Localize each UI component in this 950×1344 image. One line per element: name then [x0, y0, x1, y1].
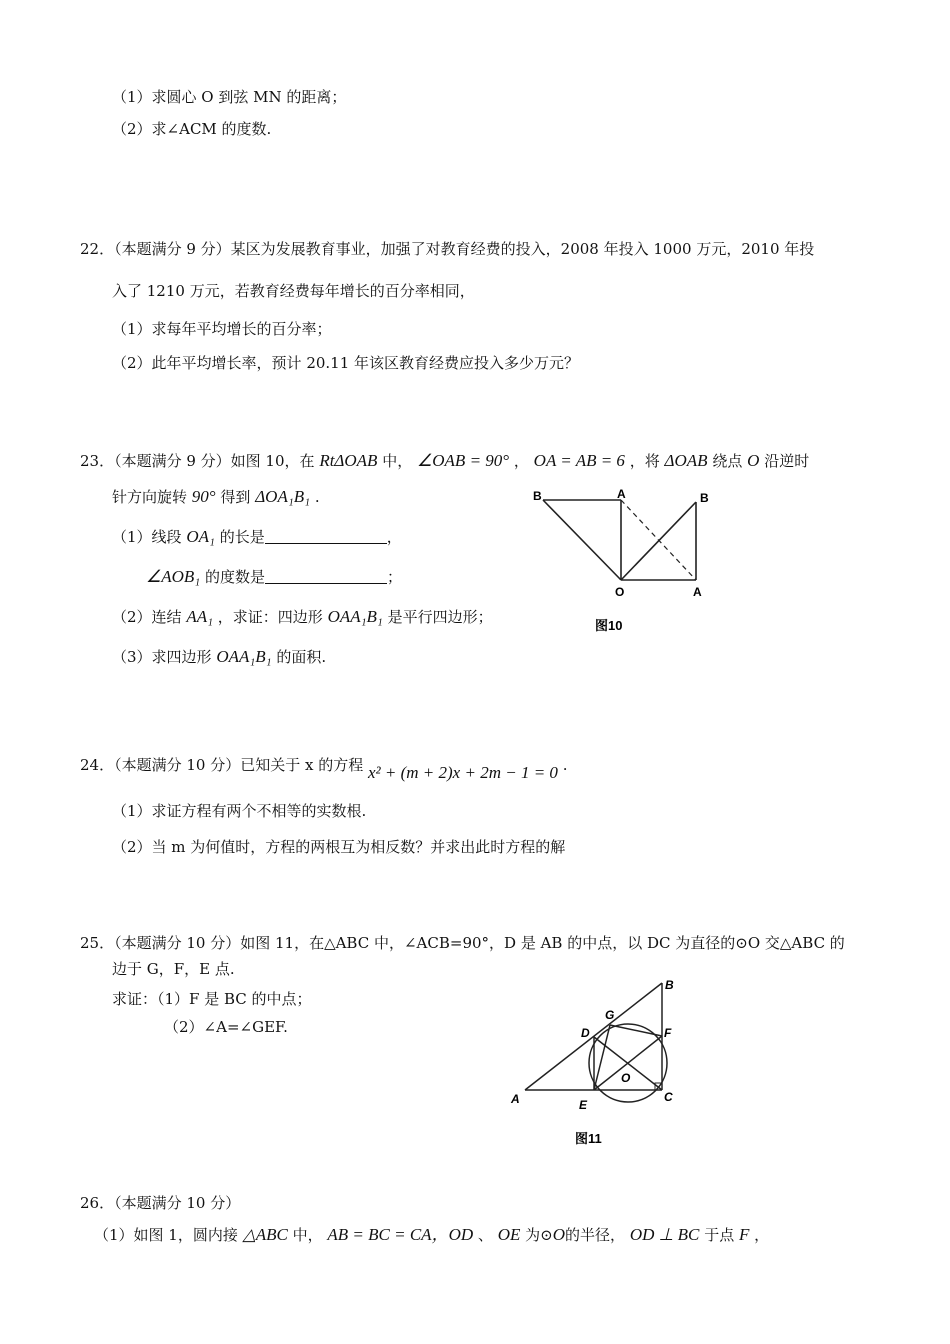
q23-part2: [112, 606, 493, 628]
q23-part1b: [146, 566, 402, 588]
q26-perpendicular: OD ⊥ BC: [629, 1225, 700, 1244]
q24-part2: （2）当 m 为何值时，方程的两根互为相反数？并求出此时方程的解: [112, 838, 566, 856]
q26-triangle: △ABC: [242, 1225, 288, 1244]
q24-equation: x² + (m + 2)x + 2m − 1 = 0: [368, 763, 558, 782]
q26-circle-o: O: [552, 1225, 566, 1244]
q23-rotated-triangle: ΔOA₁B₁: [255, 487, 311, 506]
q23-text: 的度数是: [204, 568, 265, 586]
label-o: O: [615, 585, 625, 599]
label-e: E: [579, 1098, 588, 1112]
label-a: A: [511, 1092, 520, 1106]
q23-angle: ∠OAB = 90°: [417, 451, 510, 470]
q23-segment-aa1: AA₁: [186, 607, 214, 626]
label-o: O: [621, 1071, 631, 1085]
q23-segment: OA₁: [186, 527, 215, 546]
q23-angle-aob1: ∠AOB₁: [146, 567, 201, 586]
q23-part1: [112, 526, 402, 548]
segment-b1o: [543, 500, 621, 580]
q23-text: 针方向旋转: [112, 488, 188, 506]
q23-text: （1）线段: [112, 528, 182, 546]
label-c: C: [664, 1090, 673, 1104]
q22-stem-line1: 22．（本题满分 9 分）某区为发展教育事业，加强了对教育经费的投入，2008 年投入 1000 万元，2010 年投: [80, 240, 815, 258]
q22-part1: （1）求每年平均增长的百分率；: [112, 320, 332, 338]
label-f: F: [664, 1026, 672, 1040]
q25-part2: （2）∠A=∠GEF.: [164, 1018, 288, 1036]
q25-part1: 求证：（1）F 是 BC 的中点；: [112, 990, 312, 1008]
q23-text: 的长是: [219, 528, 265, 546]
q23-point-o: O: [747, 451, 760, 470]
q23-text: ，将: [629, 452, 660, 470]
q26-radius-oe: OE: [497, 1225, 521, 1244]
q26-text: 为⊙: [525, 1226, 553, 1244]
q23-part3: [112, 646, 326, 668]
label-a: A: [693, 585, 702, 599]
figure-11: [505, 975, 705, 1155]
q23-rotation-angle: 90°: [191, 487, 216, 506]
figure-11-caption: 图11: [575, 1131, 602, 1146]
answer-blank: [265, 569, 387, 584]
q26-text: 、: [477, 1226, 493, 1244]
q21-part1: （1）求圆心 O 到弦 MN 的距离；: [112, 88, 347, 106]
q23-text: （2）连结: [112, 608, 182, 626]
q25-stem-line2: 边于 G，F，E 点.: [112, 960, 235, 978]
figure-10-caption: 图10: [595, 618, 623, 633]
q26-text: 的半径，: [565, 1226, 626, 1244]
q23-text: 绕点: [712, 452, 743, 470]
q23-text: ，: [513, 452, 529, 470]
q24-text: .: [562, 756, 568, 774]
q24-stem: [80, 754, 568, 782]
q26-equal-sides: AB = BC = CA，OD: [327, 1225, 474, 1244]
segment-gf: [610, 1025, 662, 1036]
q23-stem-line2: [112, 486, 320, 508]
q26-heading: 26．（本题满分 10 分）: [80, 1194, 241, 1212]
q23-text: 中，: [382, 452, 413, 470]
q23-text: 得到: [220, 488, 251, 506]
label-b: B: [700, 491, 709, 505]
q23-quadrilateral: OAA₁B₁: [216, 647, 272, 666]
q23-text: 是平行四边形；: [387, 608, 493, 626]
q23-text: （3）求四边形: [112, 648, 212, 666]
q23-text: 23．（本题满分 9 分）如图 10，在: [80, 452, 315, 470]
q21-part2: （2）求∠ACM 的度数.: [112, 120, 272, 138]
q23-text: ，: [386, 528, 402, 546]
q25-stem-line1: 25．（本题满分 10 分）如图 11，在△ABC 中，∠ACB=90°，D 是 AB 的中点，以 DC 为直径的⊙O 交△ABC 的: [80, 934, 845, 952]
q23-lengths: OA = AB = 6: [533, 451, 625, 470]
q26-text: （1）如图 1，圆内接: [94, 1226, 238, 1244]
figure-10: [525, 482, 725, 642]
q23-text: 的面积.: [276, 648, 327, 666]
q23-quadrilateral: OAA₁B₁: [327, 607, 383, 626]
q26-point-f: F: [738, 1225, 750, 1244]
label-g: G: [605, 1008, 615, 1022]
label-b1: B: [533, 489, 542, 503]
q23-triangle: RtΔOAB: [319, 451, 378, 470]
q26-text: ，: [754, 1226, 770, 1244]
q23-text: .: [314, 488, 320, 506]
label-b: B: [665, 978, 674, 992]
q26-text: 中，: [292, 1226, 323, 1244]
q23-text: 沿逆时: [764, 452, 810, 470]
q23-text: ，求证：四边形: [217, 608, 323, 626]
q24-text: 24．（本题满分 10 分）已知关于 x 的方程: [80, 756, 364, 774]
q26-part1: [94, 1224, 769, 1246]
label-a1: A: [617, 487, 626, 501]
q23-stem-line1: [80, 450, 809, 472]
answer-blank: [265, 529, 387, 544]
q23-text: ；: [387, 568, 403, 586]
q23-triangle2: ΔOAB: [664, 451, 708, 470]
q24-part1: （1）求证方程有两个不相等的实数根.: [112, 802, 367, 820]
q22-stem-line2: 入了 1210 万元，若教育经费每年增长的百分率相同，: [112, 282, 475, 300]
q26-text: 于点: [704, 1226, 735, 1244]
q22-part2: （2）此年平均增长率，预计 20.11 年该区教育经费应投入多少万元？: [112, 354, 580, 372]
label-d: D: [581, 1026, 590, 1040]
